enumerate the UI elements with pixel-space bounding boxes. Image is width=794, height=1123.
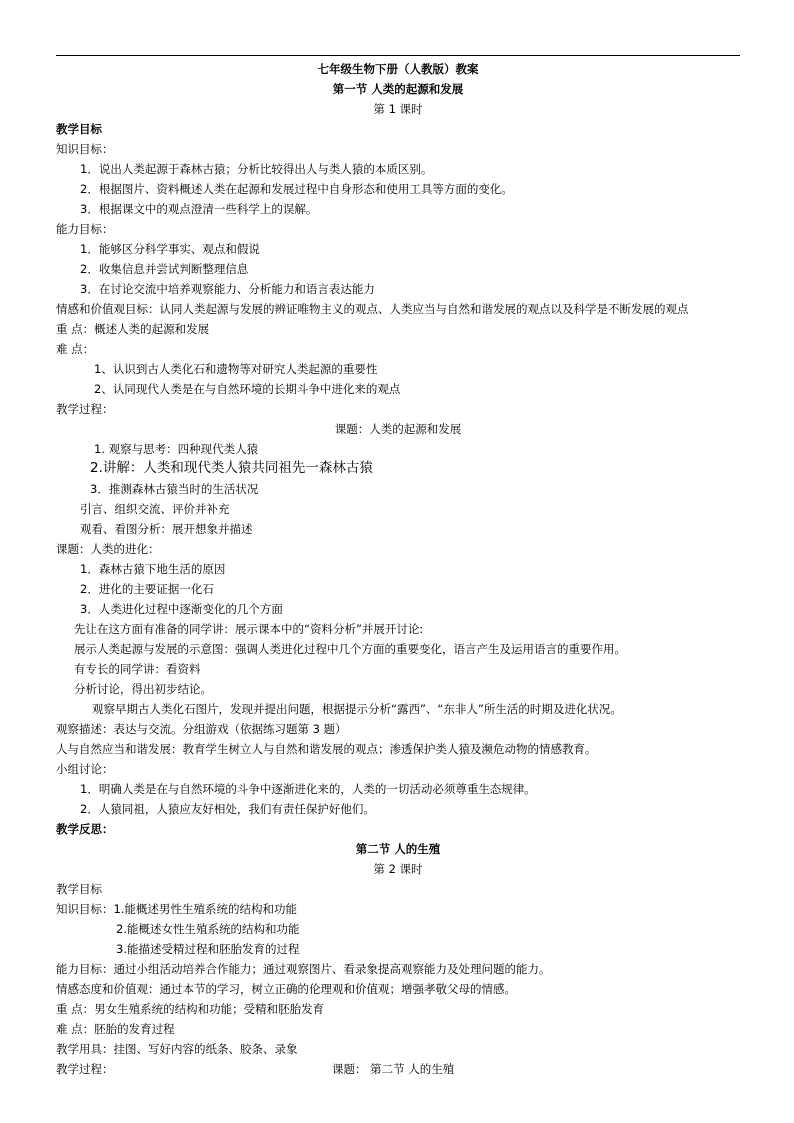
heading: 教学反思： <box>56 822 114 836</box>
text-line: 1．明确人类是在与自然环境的斗争中逐渐进化来的，人类的一切活动必须尊重生态规律。 <box>80 782 536 796</box>
text-line: 教学过程： <box>56 402 114 416</box>
text-line: 重 点：男女生殖系统的结构和功能；受精和胚胎发育 <box>56 1002 325 1016</box>
text-line: 先让在这方面有准备的同学讲：展示课本中的“资料分析”并展开讨论: <box>74 622 424 636</box>
text-line: 1. 观察与思考：四种现代类人猿 <box>94 442 259 456</box>
text-line: 观察早期古人类化石图片，发现并提出问题，根据提示分析“露西”、“东非人”所生活的时期及进化状况。 <box>92 702 622 716</box>
text-line: 人与自然应当和谐发展：教育学生树立人与自然和谐发展的观点；渗透保护类人猿及濒危动物的情感教育。 <box>56 742 597 756</box>
text-line: 3.能描述受精过程和胚胎发育的过程 <box>116 942 300 956</box>
text-line: 难 点： <box>56 342 95 356</box>
lesson-period: 第 2 课时 <box>373 862 423 876</box>
text-line: 1．能够区分科学事实、观点和假说 <box>80 242 260 256</box>
text-line: 展示人类起源与发展的示意图：强调人类进化过程中几个方面的重要变化，语言产生及运用语言的重要作用。 <box>74 642 626 656</box>
text-line: 1．说出人类起源于森林古猿；分析比较得出人与类人猿的本质区别。 <box>80 162 433 176</box>
document-title: 七年级生物下册（人教版）教案 <box>317 62 479 76</box>
text-line: 教学用具：挂图、写好内容的纸条、胶条、录象 <box>56 1042 298 1056</box>
text-line: 有专长的同学讲：看资料 <box>74 662 201 676</box>
text-line: 2．进化的主要证据一化石 <box>80 582 214 596</box>
section-title: 第二节 人的生殖 <box>355 842 441 856</box>
text-line: 能力目标： <box>56 222 114 236</box>
text-line: 1．森林古猿下地生活的原因 <box>80 562 226 576</box>
text-line: 情感和价值观目标：认同人类起源与发展的辨证唯物主义的观点、人类应当与自然和谐发展的观点以及科学是不断发展的观点 <box>56 302 689 316</box>
text-line: 2、认同现代人类是在与自然环境的长期斗争中进化来的观点 <box>94 382 401 396</box>
text-line: 观看、看图分析：展开想象并描述 <box>80 522 253 536</box>
text-line: 教学目标 <box>56 882 102 896</box>
text-line: 3．人类进化过程中逐渐变化的几个方面 <box>80 602 283 616</box>
text-line: 引言、组织交流、评价并补充 <box>80 502 230 516</box>
text-line: 1、认识到古人类化石和遗物等对研究人类起源的重要性 <box>94 362 378 376</box>
text-line: 知识目标：1.能概述男性生殖系统的结构和功能 <box>56 902 297 916</box>
text-line: 课题：人类的进化： <box>56 542 160 556</box>
text-line: 观察描述：表达与交流。分组游戏（依据练习题第 3 题） <box>56 722 347 736</box>
text-line: 2．收集信息并尝试判断整理信息 <box>80 262 249 276</box>
text-line: 情感态度和价值观：通过本节的学习，树立正确的伦理观和价值观；增强孝敬父母的情感。 <box>56 982 516 996</box>
text-line: 3．在讨论交流中培养观察能力、分析能力和语言表达能力 <box>80 282 375 296</box>
text-line: 2．人猿同祖，人猿应友好相处，我们有责任保护好他们。 <box>80 802 375 816</box>
topic-line: 课题： 第二节 人的生殖 <box>332 1062 455 1076</box>
text-line: 知识目标： <box>56 142 114 156</box>
heading: 教学目标 <box>56 122 102 136</box>
section-title: 第一节 人类的起源和发展 <box>332 82 464 96</box>
header-rule <box>56 55 740 56</box>
text-line: 3．根据课文中的观点澄清一些科学上的误解。 <box>80 202 318 216</box>
lesson-period: 第 1 课时 <box>373 102 423 116</box>
text-line: 难 点：胚胎的发育过程 <box>56 1022 175 1036</box>
text-line: 2.能概述女性生殖系统的结构和功能 <box>116 922 300 936</box>
text-line: 能力目标：通过小组活动培养合作能力；通过观察图片、看录象提高观察能力及处理问题的能力。 <box>56 962 551 976</box>
text-line: 小组讨论： <box>56 762 114 776</box>
text-line: 2.讲解：人类和现代类人猿共同祖先一森林古猿 <box>90 460 373 476</box>
text-line: 2．根据图片、资料概述人类在起源和发展过程中自身形态和使用工具等方面的变化。 <box>80 182 513 196</box>
text-line: 3．推测森林古猿当时的生活状况 <box>90 482 259 496</box>
text-line: 分析讨论，得出初步结论。 <box>74 682 212 696</box>
text-line: 重 点：概述人类的起源和发展 <box>56 322 210 336</box>
text-line: 教学过程： <box>56 1062 114 1076</box>
topic-line: 课题：人类的起源和发展 <box>334 422 462 436</box>
